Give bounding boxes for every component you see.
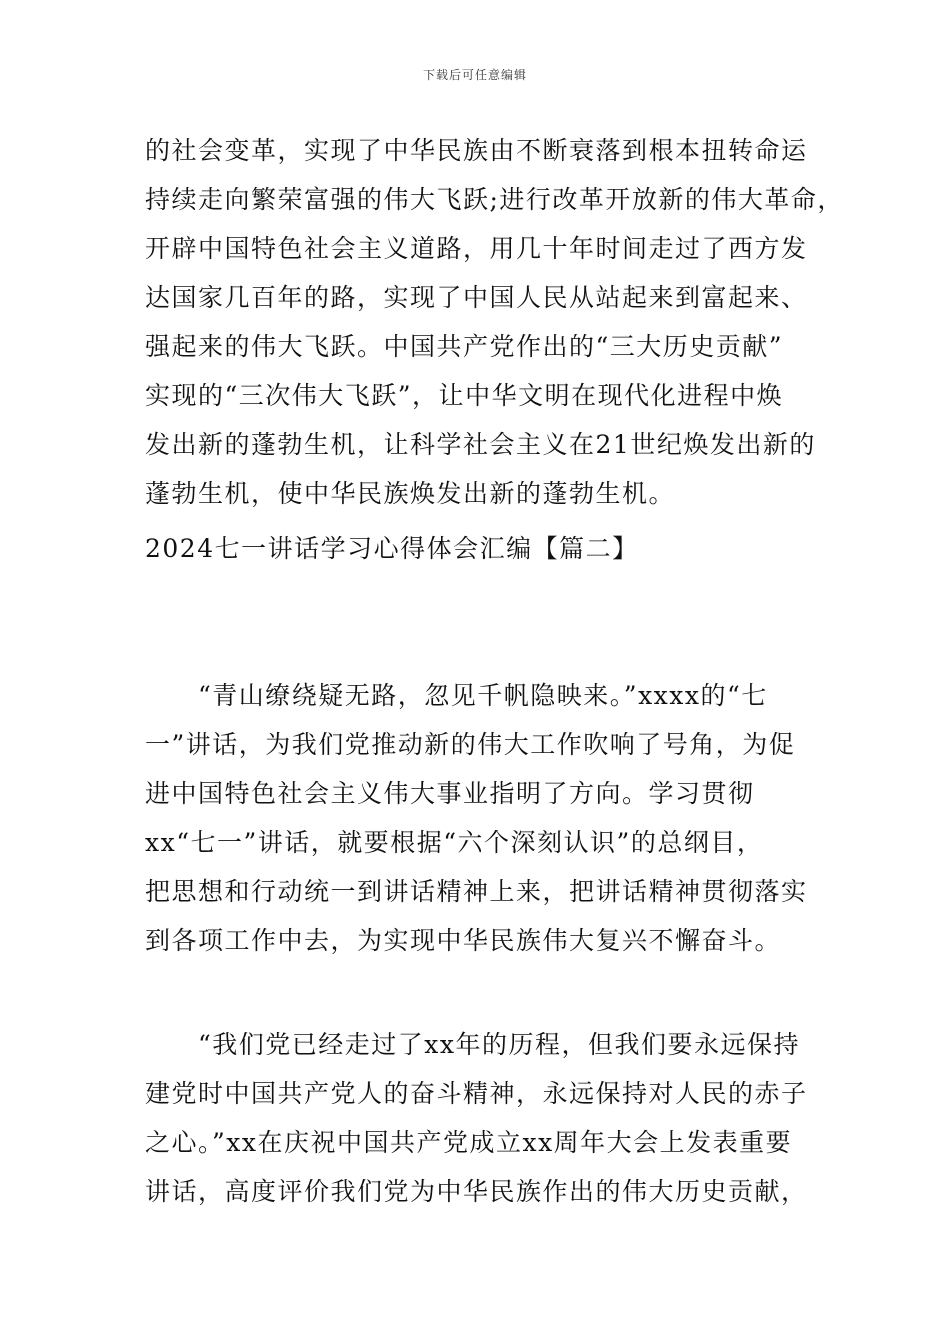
text-line: 到各项工作中去，为实现中华民族伟大复兴不懈奋斗。 — [145, 926, 782, 955]
paragraph-2 — [145, 671, 810, 965]
text-line: 持续走向繁荣富强的伟大飞跃;进行改革开放新的伟大革命， — [145, 185, 844, 214]
text-line: “青山缭绕疑无路，忽见千帆隐映来。”xxxx的“七 — [198, 681, 768, 710]
text-line: xx“七一”讲话，就要根据“六个深刻认识”的总纲目， — [145, 828, 764, 857]
text-line: 的社会变革，实现了中华民族由不断衰落到根本扭转命运 — [145, 136, 808, 165]
text-line: “我们党已经走过了xx年的历程，但我们要永远保持 — [198, 1030, 800, 1059]
paragraph-continued — [145, 126, 844, 518]
text-line: 建党时中国共产党人的奋斗精神，永远保持对人民的赤子 — [145, 1079, 808, 1108]
section-heading — [145, 524, 810, 573]
page-header: 下载后可任意编辑 — [422, 68, 527, 82]
text-line: 强起来的伟大飞跃。中国共产党作出的“三大历史贡献” — [145, 332, 784, 361]
text-line: 把思想和行动统一到讲话精神上来，把讲话精神贯彻落实 — [145, 877, 808, 906]
text-line: 开辟中国特色社会主义道路，用几十年时间走过了西方发 — [145, 234, 808, 263]
text-line: 达国家几百年的路，实现了中国人民从站起来到富起来、 — [145, 283, 808, 312]
section-heading-text: 2024七一讲话学习心得体会汇编【篇二】 — [145, 534, 639, 563]
text-line: 蓬勃生机，使中华民族焕发出新的蓬勃生机。 — [145, 479, 676, 508]
text-line: 进中国特色社会主义伟大事业指明了方向。学习贯彻 — [145, 779, 755, 808]
text-line: 讲话，高度评价我们党为中华民族作出的伟大历史贡献， — [145, 1177, 808, 1206]
text-line: 发出新的蓬勃生机，让科学社会主义在21世纪焕发出新的 — [145, 430, 816, 459]
text-line: 一”讲话，为我们党推动新的伟大工作吹响了号角，为促 — [145, 730, 796, 759]
text-line: 之心。”xx在庆祝中国共产党成立xx周年大会上发表重要 — [145, 1128, 793, 1157]
paragraph-3 — [145, 1020, 810, 1216]
text-line: 实现的“三次伟大飞跃”，让中华文明在现代化进程中焕 — [145, 381, 784, 410]
